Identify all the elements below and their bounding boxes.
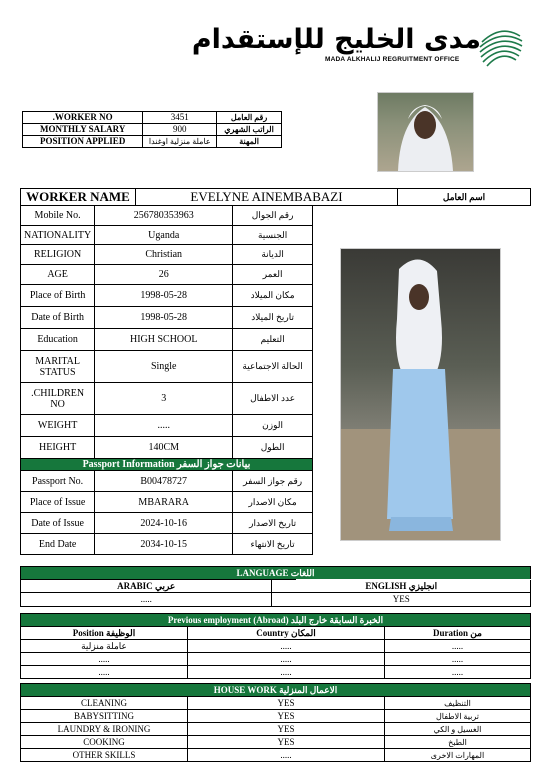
language-section-header: LANGUAGE اللغات [21, 567, 531, 580]
position-label-ar: المهنة [217, 136, 282, 148]
marital-label: MARITAL STATUS [21, 351, 95, 383]
position-label: POSITION APPLIED [23, 136, 143, 148]
height-value: 140CM [95, 437, 233, 459]
nationality-value: Uganda [95, 226, 233, 245]
worker-name-label: WORKER NAME [21, 189, 136, 206]
table-row [21, 666, 531, 679]
marital-value: Single [95, 351, 233, 383]
birth-place-label: Place of Birth [21, 285, 95, 307]
table-row [23, 124, 282, 136]
table-row [21, 684, 531, 697]
worker-name-label-ar: اسم العامل [398, 189, 531, 206]
table-row [21, 307, 313, 329]
education-label: Education [21, 329, 95, 351]
birth-place-value: 1998-05-28 [95, 285, 233, 307]
laundry-label: LAUNDRY & IRONING [21, 723, 188, 736]
weight-label-ar: الوزن [233, 415, 313, 437]
table-row [21, 534, 313, 555]
table-row [21, 285, 313, 307]
end-date-label-ar: تاريخ الانتهاء [233, 534, 313, 555]
worker-no-label-ar: رقم العامل [217, 112, 282, 124]
arabic-language-value: ..... [21, 593, 272, 607]
issue-date-label: Date of Issue [21, 513, 95, 534]
passport-section-header: Passport Information بيانات جواز السفر [21, 459, 313, 471]
table-row [21, 567, 531, 580]
logo-arabic-text: مدى الخليج للإستقدام [191, 24, 481, 55]
babysitting-label-ar: تربية الاطفال [385, 710, 531, 723]
experience-country: ..... [188, 640, 385, 653]
weight-label: WEIGHT [21, 415, 95, 437]
babysitting-value: YES [188, 710, 385, 723]
worker-no-value: 3451 [143, 112, 217, 124]
table-row [21, 329, 313, 351]
position-value: عاملة منزلية اوغندا [143, 136, 217, 148]
table-row [21, 653, 531, 666]
experience-table [20, 613, 531, 679]
table-row [21, 383, 313, 415]
salary-value: 900 [143, 124, 217, 136]
table-row [23, 136, 282, 148]
table-row [21, 226, 313, 245]
table-row [21, 437, 313, 459]
experience-duration: ..... [385, 653, 531, 666]
passport-no-label: Passport No. [21, 471, 95, 492]
passport-no-label-ar: رقم جواز السفر [233, 471, 313, 492]
position-column-header: Position الوظيفة [21, 627, 188, 640]
issue-place-label: Place of Issue [21, 492, 95, 513]
age-value: 26 [95, 265, 233, 285]
education-label-ar: التعليم [233, 329, 313, 351]
table-row [21, 710, 531, 723]
worker-full-photo [340, 248, 501, 541]
country-column-header: Country المكان [188, 627, 385, 640]
housework-section-header: HOUSE WORK الاعمال المنزلية [21, 684, 531, 697]
table-row [21, 640, 531, 653]
experience-position: ..... [21, 666, 188, 679]
table-row [21, 749, 531, 762]
cleaning-value: YES [188, 697, 385, 710]
end-date-label: End Date [21, 534, 95, 555]
birth-date-label-ar: تاريخ الميلاد [233, 307, 313, 329]
table-row [21, 245, 313, 265]
cooking-label: COOKING [21, 736, 188, 749]
mobile-label-ar: رقم الجوال [233, 206, 313, 226]
nationality-label: NATIONALITY [21, 226, 95, 245]
age-label-ar: العمر [233, 265, 313, 285]
religion-label: RELIGION [21, 245, 95, 265]
height-label-ar: الطول [233, 437, 313, 459]
language-blank-area [296, 579, 531, 611]
english-language-value: YES [272, 593, 531, 607]
cooking-label-ar: الطبخ [385, 736, 531, 749]
laundry-value: YES [188, 723, 385, 736]
table-row [21, 614, 531, 627]
table-row [21, 351, 313, 383]
religion-value: Christian [95, 245, 233, 265]
worker-no-label: .WORKER NO [23, 112, 143, 124]
worker-summary-table [22, 111, 282, 148]
experience-position: ..... [21, 653, 188, 666]
nationality-label-ar: الجنسية [233, 226, 313, 245]
cleaning-label-ar: التنظيف [385, 697, 531, 710]
other-skills-label: OTHER SKILLS [21, 749, 188, 762]
birth-place-label-ar: مكان الميلاد [233, 285, 313, 307]
personal-info-table [20, 205, 313, 555]
logo-english-text: MADA ALKHALIJ REGRUITMENT OFFICE [325, 56, 460, 63]
mobile-value: 256780353963 [95, 206, 233, 226]
cooking-value: YES [188, 736, 385, 749]
weight-value: ..... [95, 415, 233, 437]
table-row [21, 697, 531, 710]
children-value: 3 [95, 383, 233, 415]
arabic-language-label: ARABIC عربي [21, 580, 272, 593]
issue-place-value: MBARARA [95, 492, 233, 513]
table-row [21, 459, 313, 471]
worker-name-value: EVELYNE AINEMBABAZI [136, 189, 398, 206]
duration-column-header: Duration من [385, 627, 531, 640]
mobile-label: Mobile No. [21, 206, 95, 226]
table-row [21, 627, 531, 640]
religion-label-ar: الديانة [233, 245, 313, 265]
issue-date-label-ar: تاريخ الاصدار [233, 513, 313, 534]
table-row [23, 112, 282, 124]
table-row [21, 415, 313, 437]
salary-label: MONTHLY SALARY [23, 124, 143, 136]
table-row [21, 265, 313, 285]
birth-date-value: 1998-05-28 [95, 307, 233, 329]
experience-country: ..... [188, 653, 385, 666]
laundry-label-ar: الغسيل و الكي [385, 723, 531, 736]
table-row [21, 471, 313, 492]
end-date-value: 2034-10-15 [95, 534, 233, 555]
english-language-label: ENGLISH انجليزي [272, 580, 531, 593]
experience-position: عاملة منزلية [21, 640, 188, 653]
other-skills-label-ar: المهارات الاخرى [385, 749, 531, 762]
table-row [21, 206, 313, 226]
issue-place-label-ar: مكان الاصدار [233, 492, 313, 513]
babysitting-label: BABYSITTING [21, 710, 188, 723]
other-skills-value: ..... [188, 749, 385, 762]
passport-no-value: B00478727 [95, 471, 233, 492]
birth-date-label: Date of Birth [21, 307, 95, 329]
table-row [21, 492, 313, 513]
experience-section-header: Previous employment (Abroad) الخبرة السابقة خارج البلد [21, 614, 531, 627]
table-row [21, 723, 531, 736]
children-label: .CHILDREN NO [21, 383, 95, 415]
table-row [21, 189, 531, 206]
children-label-ar: عدد الاطفال [233, 383, 313, 415]
height-label: HEIGHT [21, 437, 95, 459]
age-label: AGE [21, 265, 95, 285]
cleaning-label: CLEANING [21, 697, 188, 710]
salary-label-ar: الراتب الشهري [217, 124, 282, 136]
experience-duration: ..... [385, 666, 531, 679]
experience-country: ..... [188, 666, 385, 679]
worker-name-table [20, 188, 531, 206]
worker-portrait-photo [377, 92, 474, 172]
company-logo-icon [476, 22, 526, 72]
housework-table [20, 683, 531, 762]
education-value: HIGH SCHOOL [95, 329, 233, 351]
issue-date-value: 2024-10-16 [95, 513, 233, 534]
marital-label-ar: الحالة الاجتماعية [233, 351, 313, 383]
table-row [21, 736, 531, 749]
table-row [21, 513, 313, 534]
experience-duration: ..... [385, 640, 531, 653]
